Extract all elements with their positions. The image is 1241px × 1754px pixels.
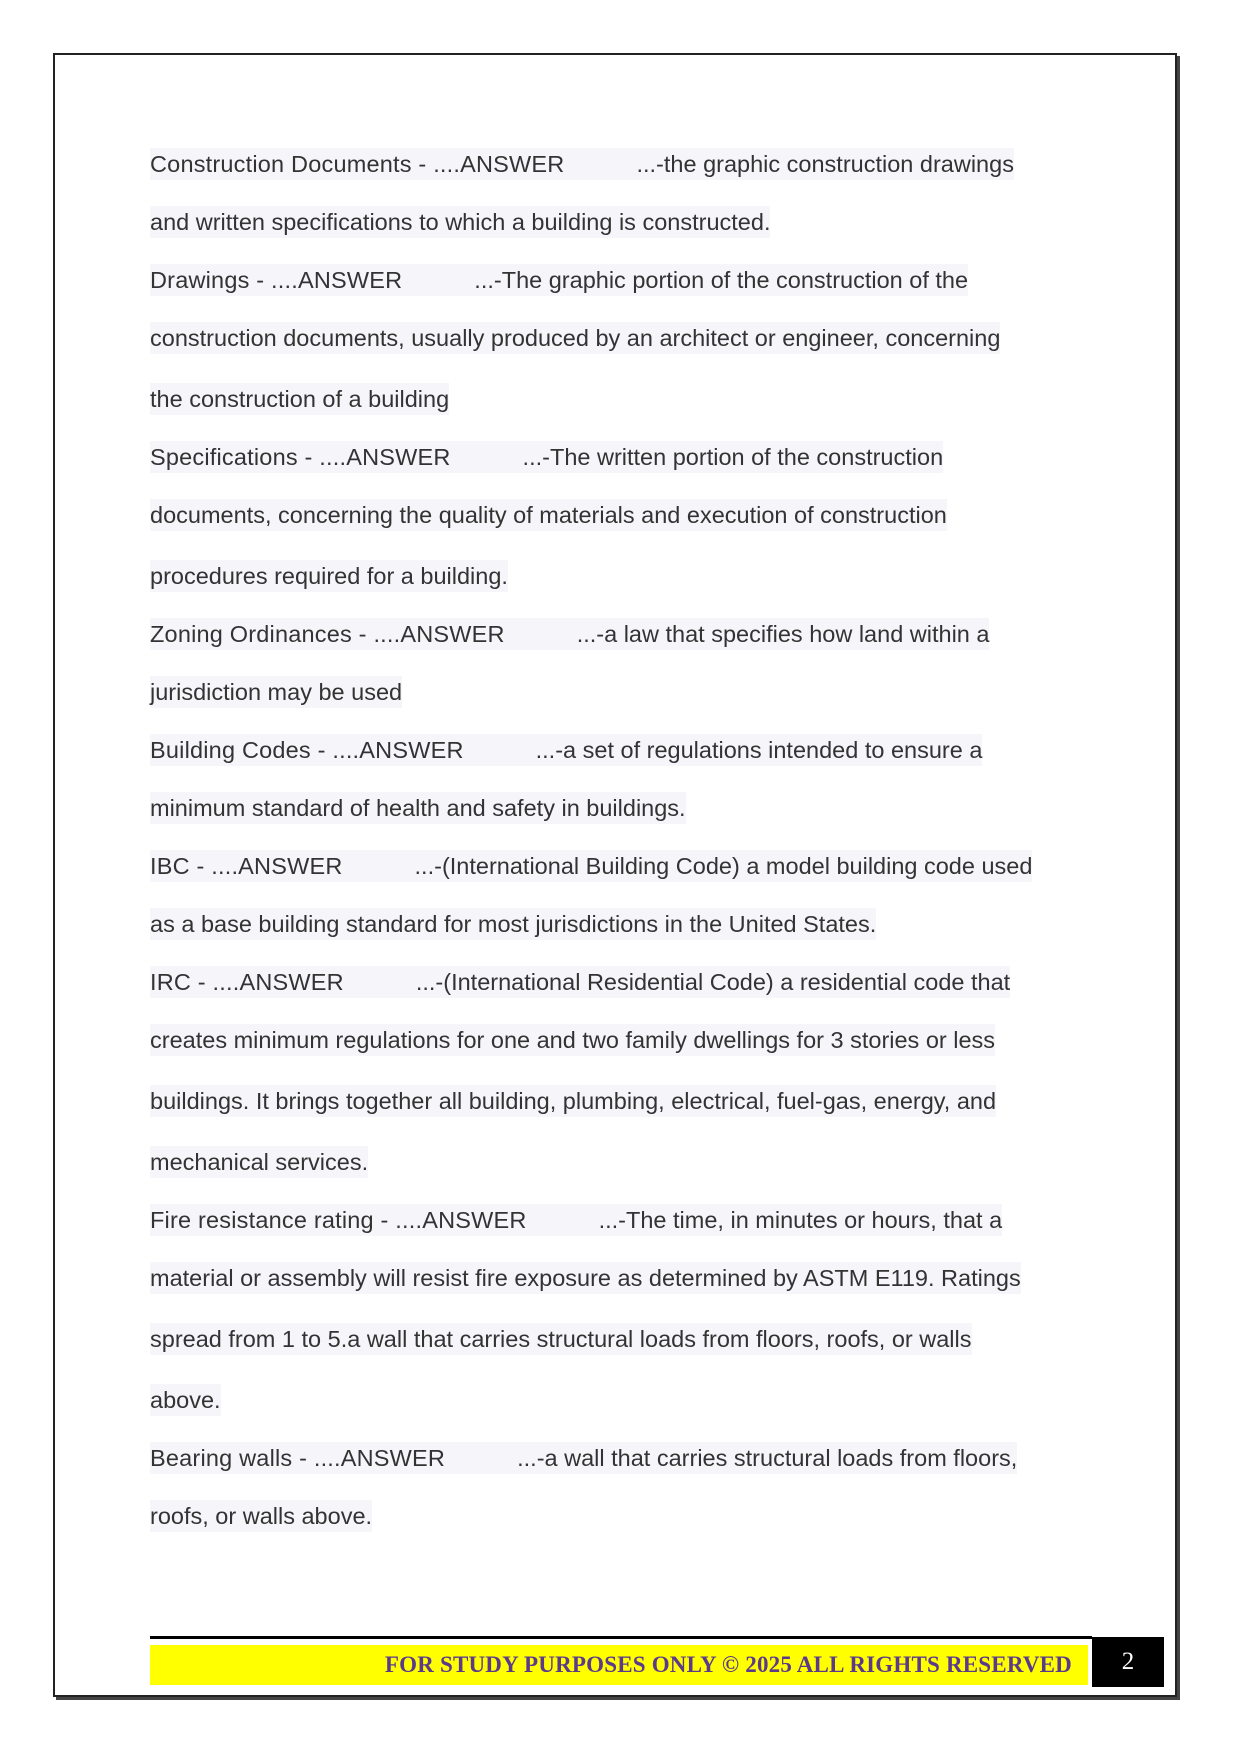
entry-definition-continued: mechanical services. — [150, 1146, 368, 1178]
entry-continuation-line — [150, 1146, 1090, 1204]
entry-first-line — [150, 264, 1090, 322]
entry-continuation-line — [150, 1262, 1090, 1323]
entry-continuation-line — [150, 676, 1090, 734]
entry-term: Bearing walls - ....ANSWER — [150, 1442, 445, 1474]
entry-definition-continued: buildings. It brings together all building, plumbing, electrical, fuel-gas, energy, and — [150, 1085, 996, 1117]
answer-gap — [343, 850, 415, 882]
entry-definition-continued: material or assembly will resist fire exposure as determined by ASTM E119. Ratings — [150, 1262, 1021, 1294]
entry-definition-continued: minimum standard of health and safety in buildings. — [150, 792, 686, 824]
entry-term: Construction Documents - ....ANSWER — [150, 148, 564, 180]
entry-continuation-line — [150, 792, 1090, 850]
entry-continuation-line — [150, 1323, 1090, 1384]
entry-definition: ...-The time, in minutes or hours, that a — [599, 1204, 1003, 1236]
entry-definition-continued: construction documents, usually produced by an architect or engineer, concerning — [150, 322, 1000, 354]
entry-definition-continued: and written specifications to which a building is constructed. — [150, 206, 770, 238]
entry-first-line — [150, 441, 1090, 499]
answer-gap — [505, 618, 577, 650]
footer-notice: FOR STUDY PURPOSES ONLY © 2025 ALL RIGHTS RESERVED — [384, 1652, 1072, 1677]
entry-continuation-line — [150, 1384, 1090, 1442]
answer-gap — [464, 734, 536, 766]
entry-definition: ...-The graphic portion of the construction of the — [474, 264, 968, 296]
footer-band — [150, 1645, 1088, 1685]
answer-gap — [344, 966, 416, 998]
entry-term: Drawings - ....ANSWER — [150, 264, 402, 296]
entry-definition: ...-(International Residential Code) a residential code that — [416, 966, 1010, 998]
entry-definition: ...-a law that specifies how land within a — [577, 618, 990, 650]
entry-term: Specifications - ....ANSWER — [150, 441, 451, 473]
flashcard-list — [150, 148, 1090, 1558]
entry-first-line — [150, 1204, 1090, 1262]
entry-definition-continued: the construction of a building — [150, 383, 449, 415]
entry-continuation-line — [150, 1500, 1090, 1558]
entry-first-line — [150, 1442, 1090, 1500]
answer-gap — [451, 441, 523, 473]
footer-rule — [150, 1636, 1092, 1639]
entry-first-line — [150, 148, 1090, 206]
entry-definition: ...-a wall that carries structural loads from floors, — [517, 1442, 1017, 1474]
entry-definition-continued: roofs, or walls above. — [150, 1500, 372, 1532]
entry-continuation-line — [150, 1085, 1090, 1146]
entry-continuation-line — [150, 499, 1090, 560]
entry-term: IBC - ....ANSWER — [150, 850, 343, 882]
entry-continuation-line — [150, 1024, 1090, 1085]
entry-continuation-line — [150, 560, 1090, 618]
entry-definition: ...-the graphic construction drawings — [636, 148, 1014, 180]
answer-gap — [564, 148, 636, 180]
entry-definition-continued: as a base building standard for most jurisdictions in the United States. — [150, 908, 876, 940]
entry-definition: ...-a set of regulations intended to ensure a — [536, 734, 983, 766]
entry-term: Building Codes - ....ANSWER — [150, 734, 464, 766]
entry-term: Zoning Ordinances - ....ANSWER — [150, 618, 505, 650]
page-number: 2 — [1092, 1637, 1164, 1687]
entry-definition-continued: creates minimum regulations for one and two family dwellings for 3 stories or less — [150, 1024, 995, 1056]
entry-continuation-line — [150, 908, 1090, 966]
entry-first-line — [150, 850, 1090, 908]
entry-definition-continued: procedures required for a building. — [150, 560, 508, 592]
entry-continuation-line — [150, 206, 1090, 264]
answer-gap — [527, 1204, 599, 1236]
answer-gap — [445, 1442, 517, 1474]
entry-term: Fire resistance rating - ....ANSWER — [150, 1204, 527, 1236]
entry-definition-continued: documents, concerning the quality of materials and execution of construction — [150, 499, 947, 531]
entry-continuation-line — [150, 383, 1090, 441]
entry-first-line — [150, 734, 1090, 792]
entry-definition-continued: spread from 1 to 5.a wall that carries structural loads from floors, roofs, or walls — [150, 1323, 972, 1355]
entry-definition-continued: above. — [150, 1384, 221, 1416]
answer-gap — [402, 264, 474, 296]
entry-first-line — [150, 966, 1090, 1024]
entry-definition-continued: jurisdiction may be used — [150, 676, 402, 708]
entry-term: IRC - ....ANSWER — [150, 966, 344, 998]
entry-first-line — [150, 618, 1090, 676]
entry-definition: ...-The written portion of the construction — [523, 441, 944, 473]
entry-definition: ...-(International Building Code) a model building code used — [415, 850, 1033, 882]
entry-continuation-line — [150, 322, 1090, 383]
